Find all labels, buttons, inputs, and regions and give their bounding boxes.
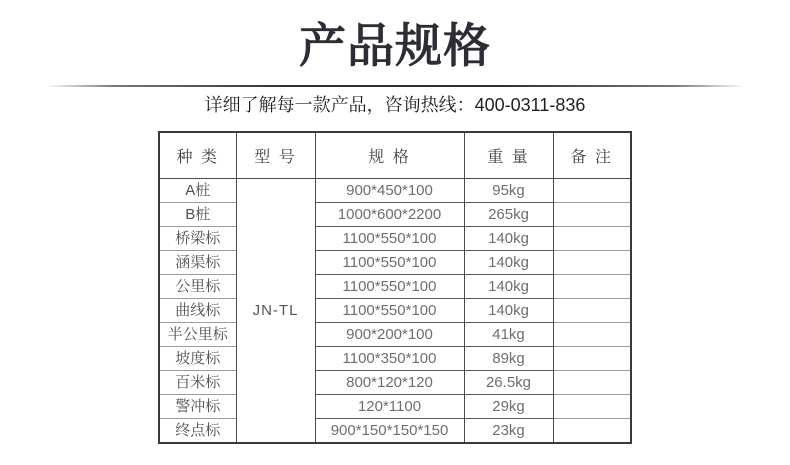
cell-weight: 23kg: [464, 419, 553, 444]
column-header-note: 备 注: [553, 132, 631, 179]
cell-weight: 140kg: [464, 227, 553, 251]
cell-spec: 1100*550*100: [315, 227, 464, 251]
cell-kind: 半公里标: [159, 323, 236, 347]
cell-kind: 公里标: [159, 275, 236, 299]
cell-note: [553, 275, 631, 299]
cell-weight: 29kg: [464, 395, 553, 419]
cell-note: [553, 371, 631, 395]
cell-spec: 800*120*120: [315, 371, 464, 395]
cell-kind: 坡度标: [159, 347, 236, 371]
table-row: [159, 251, 631, 275]
cell-kind: 桥梁标: [159, 227, 236, 251]
table-row: [159, 395, 631, 419]
cell-note: [553, 419, 631, 444]
cell-spec: 1100*350*100: [315, 347, 464, 371]
table-header-row: [159, 132, 631, 179]
cell-weight: 26.5kg: [464, 371, 553, 395]
cell-spec: 1100*550*100: [315, 251, 464, 275]
cell-kind: 警冲标: [159, 395, 236, 419]
table-row: [159, 371, 631, 395]
cell-spec: 900*450*100: [315, 179, 464, 203]
cell-note: [553, 179, 631, 203]
cell-note: [553, 347, 631, 371]
page-title: 产品规格: [299, 19, 491, 72]
cell-spec: 900*150*150*150: [315, 419, 464, 444]
cell-kind: 终点标: [159, 419, 236, 444]
cell-weight: 140kg: [464, 299, 553, 323]
column-header-kind: 种 类: [159, 132, 236, 179]
cell-weight: 95kg: [464, 179, 553, 203]
table-row: [159, 347, 631, 371]
column-header-spec: 规 格: [315, 132, 464, 179]
cell-note: [553, 299, 631, 323]
table-row: [159, 179, 631, 203]
cell-note: [553, 227, 631, 251]
cell-kind: 曲线标: [159, 299, 236, 323]
spec-table-body: [159, 179, 631, 444]
table-row: [159, 275, 631, 299]
cell-weight: 140kg: [464, 251, 553, 275]
cell-kind: B桩: [159, 203, 236, 227]
cell-spec: 1000*600*2200: [315, 203, 464, 227]
cell-weight: 140kg: [464, 275, 553, 299]
spec-table: [158, 131, 632, 444]
cell-model-merged: JN-TL: [236, 179, 315, 444]
spec-sheet: [0, 16, 790, 465]
cell-weight: 265kg: [464, 203, 553, 227]
cell-kind: 百米标: [159, 371, 236, 395]
cell-spec: 120*1100: [315, 395, 464, 419]
hotline-text: 详细了解每一款产品，咨询热线：400-0311-836: [204, 95, 586, 115]
table-row: [159, 419, 631, 444]
cell-note: [553, 203, 631, 227]
table-row: [159, 203, 631, 227]
cell-note: [553, 251, 631, 275]
table-row: [159, 323, 631, 347]
cell-kind: 涵渠标: [159, 251, 236, 275]
column-header-weight: 重 量: [464, 132, 553, 179]
cell-spec: 1100*550*100: [315, 275, 464, 299]
column-header-model: 型 号: [236, 132, 315, 179]
cell-weight: 41kg: [464, 323, 553, 347]
table-row: [159, 299, 631, 323]
cell-note: [553, 395, 631, 419]
cell-kind: A桩: [159, 179, 236, 203]
cell-weight: 89kg: [464, 347, 553, 371]
cell-spec: 1100*550*100: [315, 299, 464, 323]
table-row: [159, 227, 631, 251]
title-divider: [45, 85, 745, 87]
cell-note: [553, 323, 631, 347]
cell-spec: 900*200*100: [315, 323, 464, 347]
